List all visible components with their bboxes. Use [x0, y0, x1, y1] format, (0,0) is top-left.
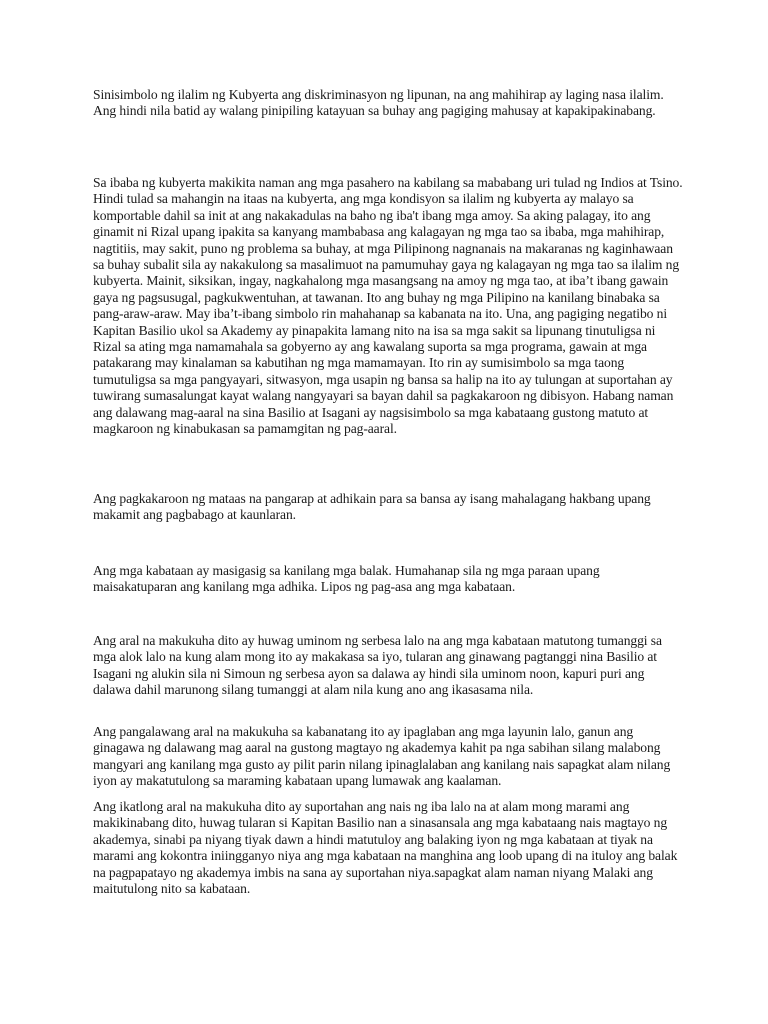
paragraph-4: Ang mga kabataan ay masigasig sa kanilang mga balak. Humahanap sila ng mga paraan upang maisakatuparan ang kanilang mga adhika. Lipos ng pag-asa ang mga kabataan. — [93, 563, 600, 595]
paragraph-3: Ang pagkakaroon ng mataas na pangarap at adhikain para sa bansa ay isang mahalagang hakbang upang makamit ang pagbabago at kaunlaran. — [93, 491, 651, 523]
paragraph-5: Ang aral na makukuha dito ay huwag uminom ng serbesa lalo na ang mga kabataan matutong tumanggi sa mga alok lalo na kung alam mong ito ay makakasa sa iyo, tularan ang ginawang pagtanggi nina Basilio at Isagani ng alukin sila ni Simoun ng serbesa ayon sa dalawa ay hindi sila uminom noon, kapuri puri ang dalawa dahil marunong silang tumanggi at alam nila kung ano ang ikasasama nila. — [93, 633, 662, 698]
paragraph-6: Ang pangalawang aral na makukuha sa kabanatang ito ay ipaglaban ang mga layunin lalo, ganun ang ginagawa ng dalawang mag aaral na gustong magtayo ng akademya kahit pa nga sabihan silang malabong mangyari ang kanilang mga gusto ay pilit parin nilang ipinaglalaban ang kanilang nais sapagkat alam nilang iyon ay makatutulong sa maraming kabataan upang lumawak ang kaalaman. — [93, 724, 671, 789]
paragraph-2: Sa ibaba ng kubyerta makikita naman ang mga pasahero na kabilang sa mababang uri tulad ng Indios at Tsino. Hindi tulad sa mahangin na itaas na kubyerta, ang mga kondisyon sa ilalim ng kubyerta ay malayo sa komportable dahil sa init at ang nakakadulas na baho ng iba't ibang mga amoy. Sa aking palagay, ito ang ginamit ni Rizal upang ipakita sa kanyang mambabasa ang kalagayan ng mga tao sa ibaba, mga mahihirap, nagtitiis, may sakit, puno ng problema sa buhay, at mga Pilipinong nagnanais na makaranas ng kaginhawaan sa buhay subalit sila ay nakakulong sa masalimuot na pamumuhay gaya ng kalagayan ng mga tao sa ilalim ng kubyerta. Mainit, siksikan, ingay, nagkahalong mga masangsang na amoy ng mga tao, at iba’t ibang gawain gaya ng pagsusugal, pagkukwentuhan, at tawanan. Ito ang buhay ng mga Pilipino na kanilang binabaka sa pang-araw-araw. May iba’t-ibang simbolo rin mahahanap sa kabanata na ito. Una, ang pagiging negatibo ni Kapitan Basilio ukol sa Akademy ay pinapakita lamang nito na isa sa mga sakit sa lipunang tinutuligsa ni Rizal sa ating mga namamahala sa gobyerno ay ang kawalang suporta sa mga programa, gawain at mga patakarang may kinalaman sa kabutihan ng mga mamamayan. Ito rin ay sumisimbolo sa mga taong tumutuligsa sa mga pangyayari, sitwasyon, mga usapin ng bansa sa halip na ito ay tulungan at suportahan ay tuwirang sumasalungat kayat walang nangyayari sa bayan dahil sa pagkakaroon ng dibisyon. Habang naman ang dalawang mag-aaral na sina Basilio at Isagani ay nagsisimbolo sa mga kabataang gustong matuto at magkaroon ng kinabukasan sa pamamgitan ng pag-aaral. — [93, 175, 683, 437]
paragraph-1: Sinisimbolo ng ilalim ng Kubyerta ang diskriminasyon ng lipunan, na ang mahihirap ay laging nasa ilalim. Ang hindi nila batid ay walang pinipiling katayuan sa buhay ang pagiging mahusay at kapakipakinabang. — [93, 87, 664, 119]
paragraph-7: Ang ikatlong aral na makukuha dito ay suportahan ang nais ng iba lalo na at alam mong marami ang makikinabang dito, huwag tularan si Kapitan Basilio nan a sinasansala ang mga kabataang nais magtayo ng akademya, sinabi pa niyang tiyak dawn a hindi matutuloy ang balaking iyon ng mga kabataan at tiyak na marami ang kokontra iniingganyo niya ang mga kabataan na manghina ang loob upang di na ituloy ang balak na pagpapatayo ng akademya imbis na sana ay suportahan niya.sapagkat alam naman niyang Malaki ang maitutulong nito sa kabataan. — [93, 799, 678, 897]
